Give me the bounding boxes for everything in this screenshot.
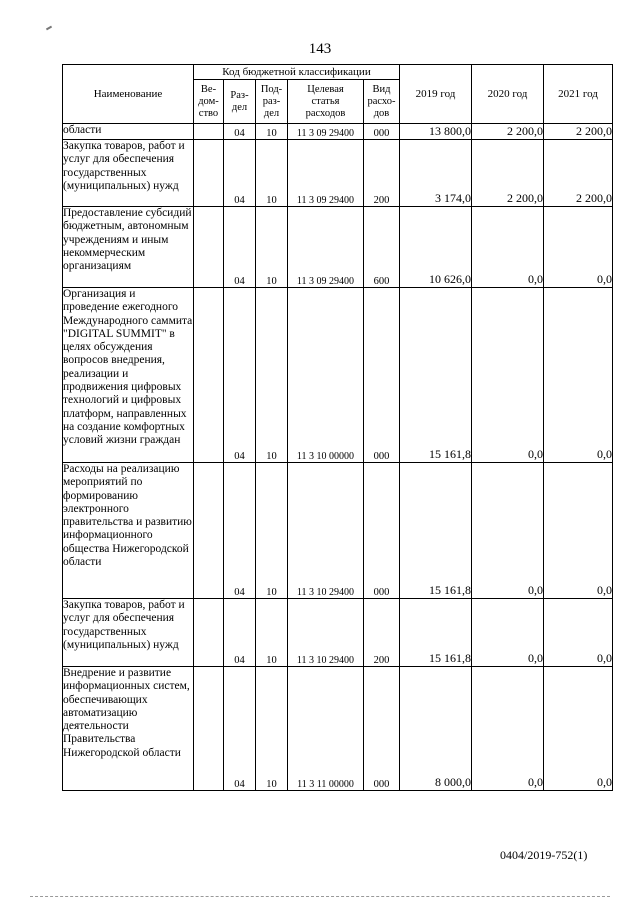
row-vedomstvo — [194, 599, 224, 667]
row-value-2020: 2 200,0 — [472, 124, 544, 140]
budget-table — [62, 64, 613, 791]
row-target-article: 11 3 09 29400 — [288, 124, 364, 140]
row-value-2019: 15 161,8 — [400, 599, 472, 667]
row-vedomstvo — [194, 463, 224, 599]
row-podrazdel: 10 — [256, 288, 288, 463]
row-podrazdel: 10 — [256, 140, 288, 207]
col-header-vedomstvo-line: дом- — [198, 95, 219, 107]
row-value-2020: 2 200,0 — [472, 140, 544, 207]
col-header-vedomstvo-line: Ве- — [200, 83, 217, 95]
row-name: Предоставление субсидий бюджетным, автономным учреждениям и иным некоммерческим организациям — [63, 207, 194, 288]
row-razdel: 04 — [224, 124, 256, 140]
col-header-budget-code: Код бюджетной классификации — [194, 65, 400, 80]
col-header-target-article-line: расходов — [305, 107, 346, 119]
row-value-2021: 0,0 — [544, 599, 613, 667]
row-razdel: 04 — [224, 599, 256, 667]
row-value-2019: 15 161,8 — [400, 463, 472, 599]
row-expense-type: 000 — [364, 667, 400, 791]
row-razdel: 04 — [224, 463, 256, 599]
document-code: 0404/2019-752(1) — [500, 848, 588, 862]
row-target-article: 11 3 10 00000 — [288, 288, 364, 463]
row-razdel: 04 — [224, 288, 256, 463]
row-name: Закупка товаров, работ и услуг для обеспечения государственных (муниципальных) нужд — [63, 599, 194, 667]
row-value-2019: 15 161,8 — [400, 288, 472, 463]
row-value-2021: 0,0 — [544, 667, 613, 791]
col-header-name: Наименование — [63, 65, 194, 124]
row-target-article: 11 3 10 29400 — [288, 599, 364, 667]
col-header-2021: 2021 год — [544, 65, 613, 124]
row-podrazdel: 10 — [256, 463, 288, 599]
row-value-2019: 8 000,0 — [400, 667, 472, 791]
col-header-podrazdel-line: Под- — [260, 83, 283, 95]
row-vedomstvo — [194, 288, 224, 463]
table-row — [63, 140, 613, 207]
row-name: Внедрение и развитие информационных систем, обеспечивающих автоматизацию деятельности Правительства Нижегородской области — [63, 667, 194, 791]
row-expense-type: 600 — [364, 207, 400, 288]
col-header-razdel — [224, 80, 256, 124]
col-header-expense-type-line: Вид — [372, 83, 391, 95]
col-header-target-article — [288, 80, 364, 124]
row-expense-type: 000 — [364, 463, 400, 599]
row-value-2021: 0,0 — [544, 288, 613, 463]
col-header-target-article-line: Целевая — [307, 83, 344, 95]
row-target-article: 11 3 09 29400 — [288, 207, 364, 288]
table-row — [63, 207, 613, 288]
row-value-2020: 0,0 — [472, 288, 544, 463]
row-value-2019: 13 800,0 — [400, 124, 472, 140]
col-header-expense-type-line: расхо- — [367, 95, 396, 107]
page-bottom-edge — [30, 896, 610, 897]
col-header-podrazdel-line: дел — [263, 107, 280, 119]
page-number: 143 — [308, 41, 332, 57]
row-expense-type: 000 — [364, 124, 400, 140]
col-header-2020: 2020 год — [472, 65, 544, 124]
row-expense-type: 200 — [364, 599, 400, 667]
col-header-expense-type-line: дов — [373, 107, 390, 119]
row-value-2020: 0,0 — [472, 463, 544, 599]
row-target-article: 11 3 09 29400 — [288, 140, 364, 207]
row-value-2021: 2 200,0 — [544, 140, 613, 207]
row-razdel: 04 — [224, 140, 256, 207]
table-row — [63, 288, 613, 463]
row-podrazdel: 10 — [256, 667, 288, 791]
col-header-podrazdel — [256, 80, 288, 124]
col-header-razdel-line: Раз- — [230, 89, 249, 101]
row-podrazdel: 10 — [256, 599, 288, 667]
row-name: Закупка товаров, работ и услуг для обеспечения государственных (муниципальных) нужд — [63, 140, 194, 207]
row-vedomstvo — [194, 124, 224, 140]
col-header-target-article-line: статья — [311, 95, 340, 107]
table-row — [63, 463, 613, 599]
row-razdel: 04 — [224, 207, 256, 288]
row-name: Расходы на реализацию мероприятий по формированию электронного правительства и развитию информационного общества Нижегородской области — [63, 463, 194, 599]
row-name: Организация и проведение ежегодного Международного саммита "DIGITAL SUMMIT" в целях обсуждения вопросов внедрения, реализации и продвижения цифровых технологий и цифровых платформ, направленных на создание комфортных условий жизни граждан — [63, 288, 194, 463]
row-podrazdel: 10 — [256, 207, 288, 288]
col-header-razdel-line: дел — [231, 101, 248, 113]
row-expense-type: 200 — [364, 140, 400, 207]
row-value-2021: 0,0 — [544, 463, 613, 599]
table-row — [63, 667, 613, 791]
table-row — [63, 124, 613, 140]
col-header-2019: 2019 год — [400, 65, 472, 124]
row-target-article: 11 3 11 00000 — [288, 667, 364, 791]
row-podrazdel: 10 — [256, 124, 288, 140]
row-value-2020: 0,0 — [472, 599, 544, 667]
row-value-2021: 0,0 — [544, 207, 613, 288]
row-vedomstvo — [194, 207, 224, 288]
row-value-2019: 3 174,0 — [400, 140, 472, 207]
col-header-vedomstvo-line: ство — [198, 107, 219, 119]
row-vedomstvo — [194, 667, 224, 791]
col-header-expense-type — [364, 80, 400, 124]
col-header-vedomstvo — [194, 80, 224, 124]
row-value-2020: 0,0 — [472, 667, 544, 791]
table-row — [63, 599, 613, 667]
row-target-article: 11 3 10 29400 — [288, 463, 364, 599]
row-expense-type: 000 — [364, 288, 400, 463]
col-header-podrazdel-line: раз- — [262, 95, 281, 107]
row-vedomstvo — [194, 140, 224, 207]
scan-mark — [46, 26, 52, 31]
row-value-2019: 10 626,0 — [400, 207, 472, 288]
row-value-2020: 0,0 — [472, 207, 544, 288]
row-value-2021: 2 200,0 — [544, 124, 613, 140]
row-razdel: 04 — [224, 667, 256, 791]
row-name: области — [63, 124, 194, 140]
